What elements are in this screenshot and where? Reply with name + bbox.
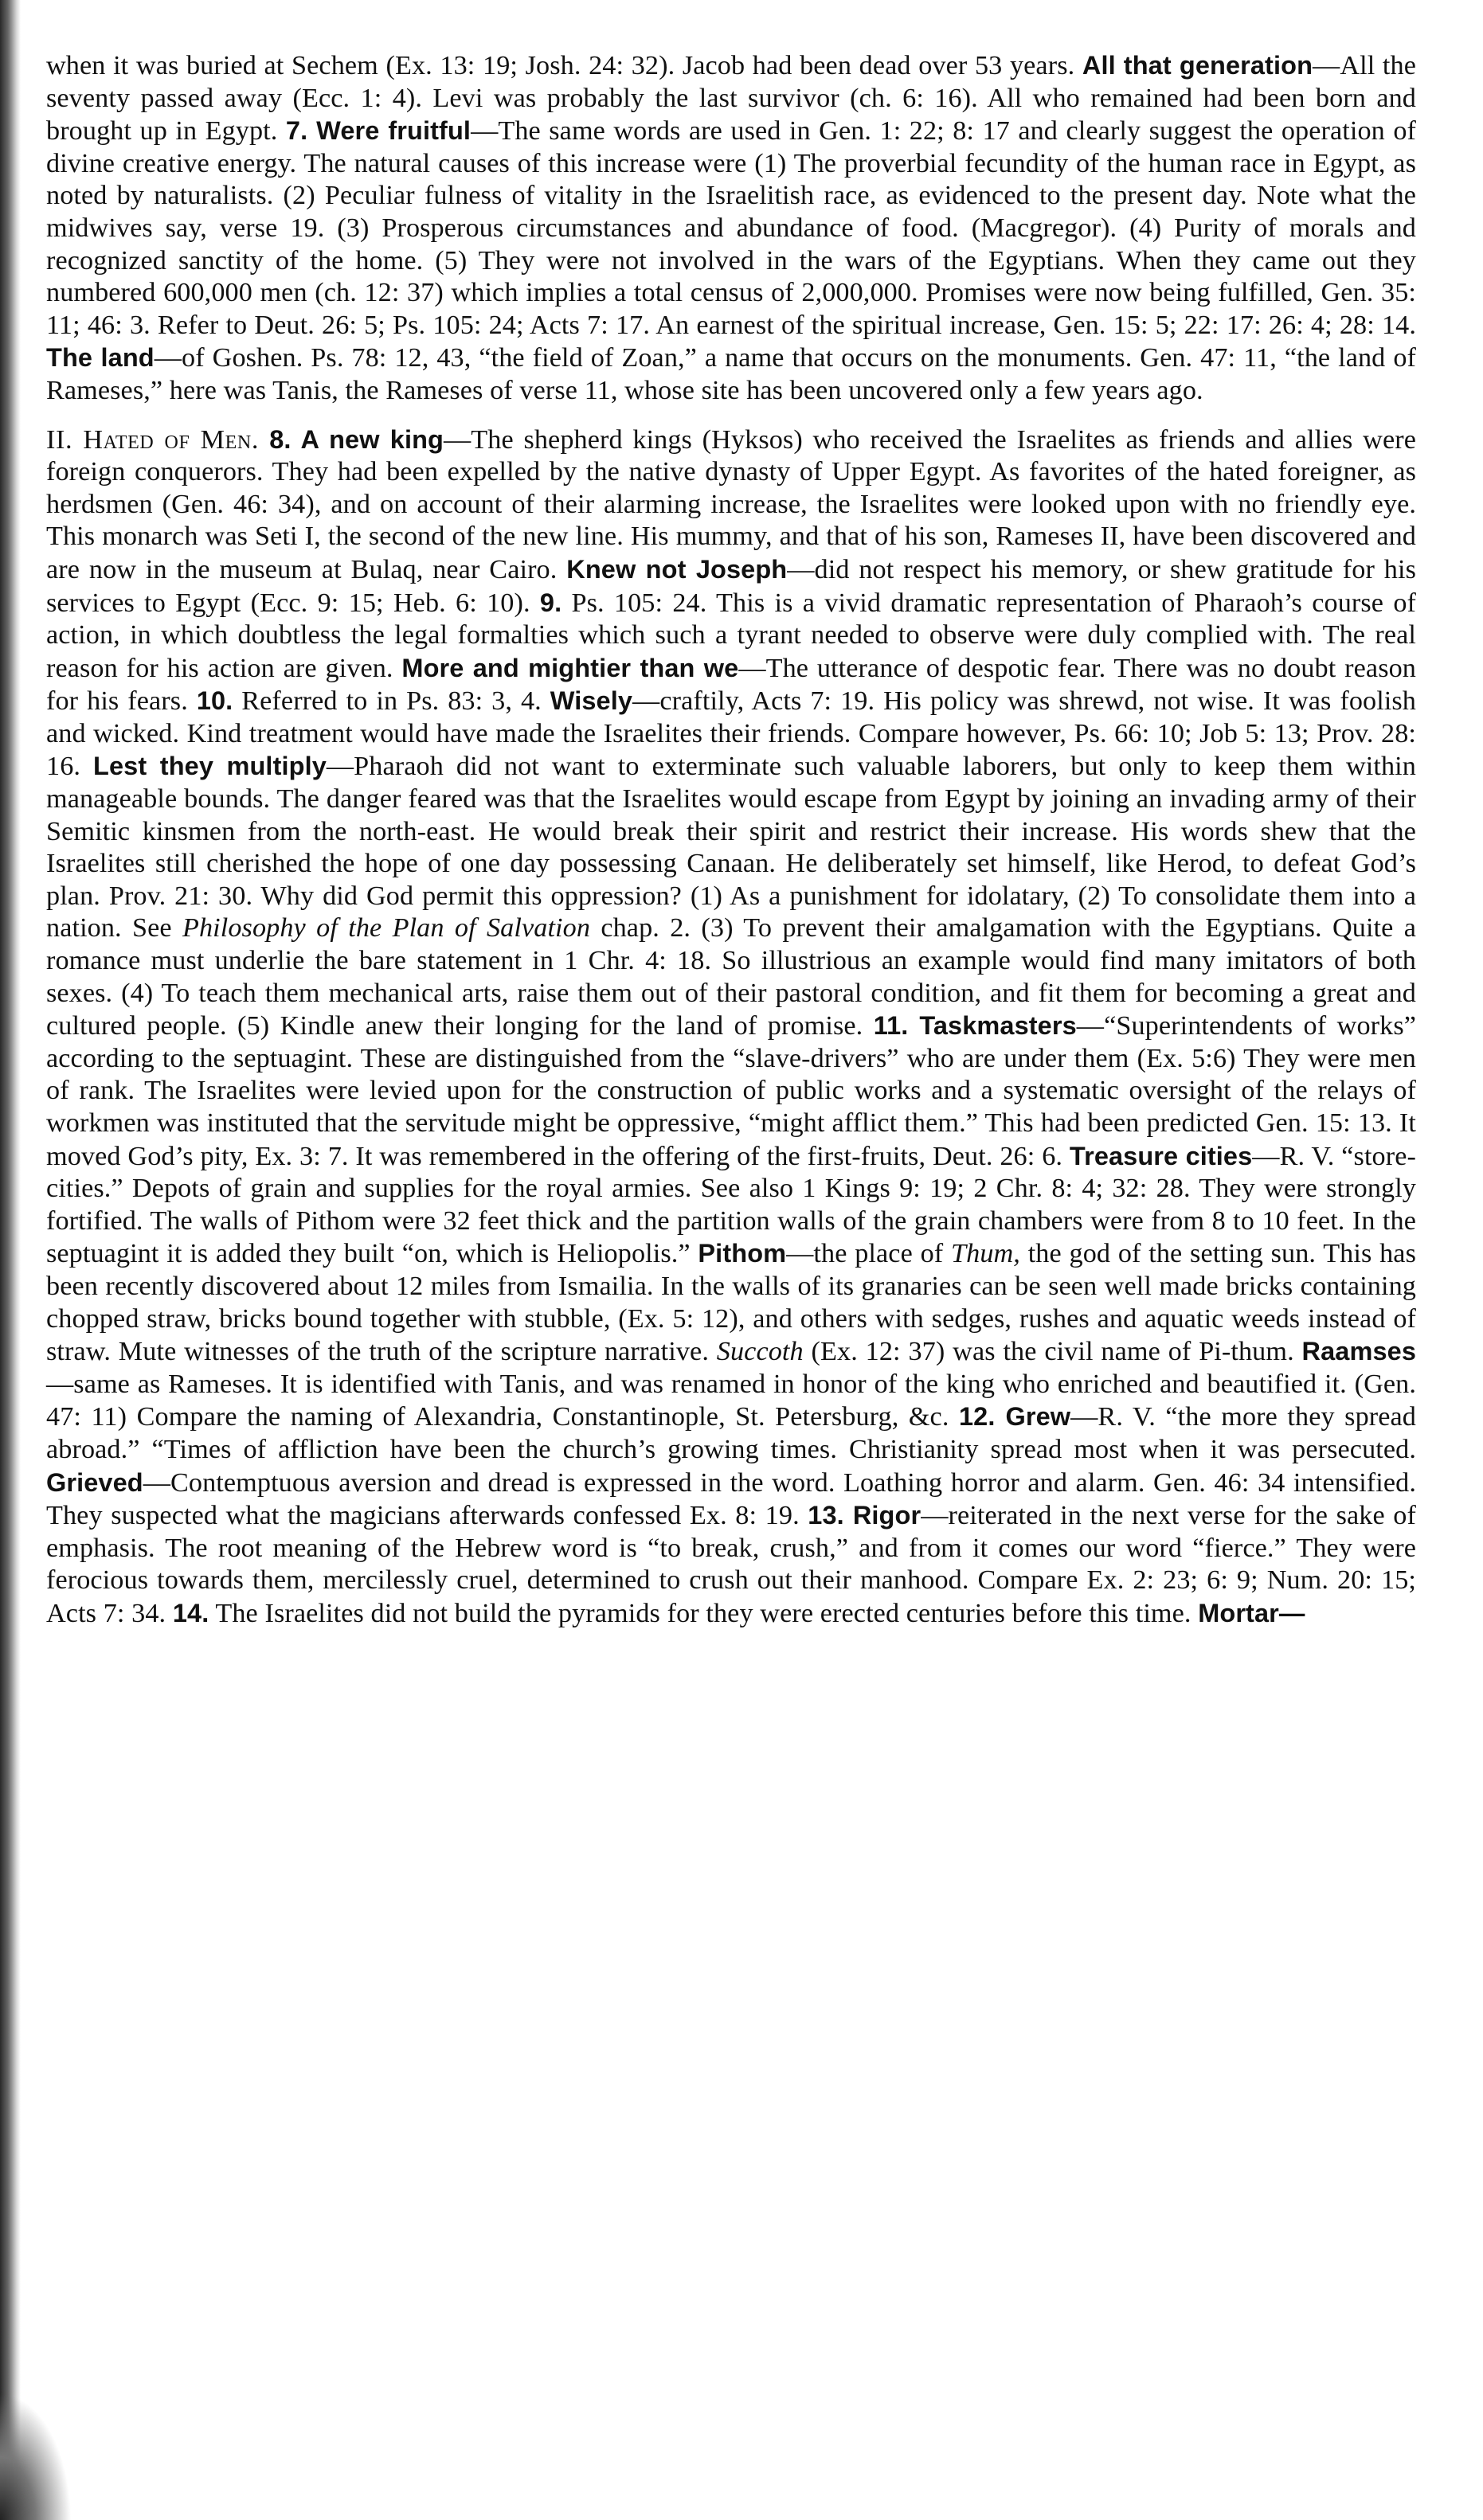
bold-lemma: Raamses	[1301, 1337, 1416, 1366]
bold-lemma: 8. A new king	[269, 424, 444, 454]
text-run: —The shepherd kings (Hyksos) who received the Israelites as friends and allies were foreign conquerors. They had been expelled by the native dynasty of Upper Egypt. As favorites of the hated foreigner, as herdsmen (Gen. 46: 34), and on account of their alarming increase, the Israelites were looked upon with no friendly eye. This monarch was Seti I, the second of the new line. His mummy, and that of his son, Rameses II, have been discovered and are now in the museum at Bulaq, near Cairo.	[46, 424, 1417, 584]
text-run: —did not respect his memory, or shew gratitude for his services to Egypt (Ecc. 9: 15; Heb. 6: 10).	[46, 554, 1416, 618]
text-run: —The utterance of despotic fear. There was no doubt reason for his fears.	[46, 653, 1416, 717]
text-run: —same as Rameses. It is identified with Tanis, and was renamed in honor of the king who enriched and beautified it. (Gen. 47: 11) Compare the naming of Alexandria, Constantinople, St. Petersburg, &c.	[46, 1369, 1416, 1432]
bold-lemma: 11. Taskmasters	[873, 1011, 1077, 1041]
text-run: —the place of	[786, 1239, 952, 1269]
bold-lemma: Knew not Joseph	[566, 554, 788, 584]
bold-lemma: Pithom	[698, 1239, 787, 1268]
bold-lemma: Mortar—	[1198, 1598, 1305, 1627]
bold-lemma: 7. Were fruitful	[285, 116, 472, 146]
text-run: —R. V. “store-cities.” Depots of grain and supplies for the royal armies. See also 1 Kings 9: 19; 2 Chr. 8: 4; 32: 28. They were strongly fortified. The walls of Pithom were 32 feet thick and the partition walls of the grain chambers were from 8 to 10 feet. In the septuagint it is added they built “on, which is Heliopolis.”	[46, 1141, 1416, 1269]
text-run: (Ex. 12: 37) was the civil name of Pi-thum.	[803, 1337, 1302, 1367]
text-run: —reiterated in the next verse for the sake of emphasis. The root meaning of the Hebrew word is “to break, crush,” and from it comes our word “fierce.” They were ferocious towards them, mercilessly cruel, determined to crush out their manhood. Compare Ex. 2: 23; 6: 9; Num. 20: 15; Acts 7: 34.	[46, 1501, 1416, 1628]
text-run: when it was buried at Sechem (Ex. 13: 19; Josh. 24: 32). Jacob had been dead over 53 years.	[46, 51, 1082, 80]
text-run: the god of the setting sun. This has been recently discovered about 12 miles from Ismailia. In the walls of its granaries can be seen well made bricks containing chopped straw, bricks bound together with stubble, (Ex. 5: 12), and others with sedges, rushes and aquatic weeds instead of straw. Mute witnesses of the truth of the scripture narrative.	[46, 1239, 1416, 1367]
text-run: —craftily, Acts 7: 19. His policy was shrewd, not wise. It was foolish and wicked. Kind treatment would have made the Israelites their friends. Compare however, Ps. 66: 10; Job 5: 13; Prov. 28: 16.	[46, 686, 1416, 782]
paragraph-verses-6-7	[46, 49, 1416, 408]
text-run: —All the seventy passed away (Ecc. 1: 4). Levi was probably the last survivor (ch. 6: 16). All who remained had been born and brought up in Egypt.	[46, 51, 1416, 147]
scan-corner-shadow	[0, 2393, 72, 2520]
bold-lemma: More and mightier than we	[401, 653, 739, 682]
bold-lemma: Lest they multiply	[93, 752, 327, 781]
commentary-text	[46, 49, 1416, 1631]
bold-lemma: 13. Rigor	[808, 1501, 921, 1530]
bold-lemma: Treasure cities	[1069, 1141, 1253, 1170]
text-run: —R. V. “the more they spread abroad.” “Times of affliction have been the church’s growing times. Christianity spread most when it was persecuted.	[46, 1402, 1416, 1464]
text-run: chap. 2. (3) To prevent their amalgamation with the Egyptians. Quite a romance must underlie the bare statement in 1 Chr. 4: 18. So illustrious an example would find many imitators of both sexes. (4) To teach them mechanical arts, raise them out of their pastoral condition, and fit them for becoming a great and cultured people. (5) Kindle anew their longing for the land of promise.	[46, 913, 1416, 1041]
italic-phrase: Succoth	[716, 1337, 804, 1367]
text-run: —“Superintendents of works” according to the septuagint. These are distinguished from the “slave-drivers” who are under them (Ex. 5:6) They were men of rank. The Israelites were levied upon for the construction of public works and a systematic oversight of the relays of workmen was instituted that the servitude might be oppressive, “might afflict them.” This had been predicted Gen. 15: 13. It moved God’s pity, Ex. 3: 7. It was remembered in the offering of the first-fruits, Deut. 26: 6.	[46, 1011, 1417, 1171]
italic-phrase: Thum,	[951, 1239, 1020, 1269]
text-run: Referred to in Ps. 83: 3, 4.	[233, 686, 550, 717]
text-run: —Contemptuous aversion and dread is expressed in the word. Loathing horror and alarm. Gen. 46: 34 intensified. They suspected what the magicians afterwards confessed Ex. 8: 19.	[46, 1467, 1416, 1531]
text-run: —of Goshen. Ps. 78: 12, 43, “the field of Zoan,” a name that occurs on the monuments. Gen. 47: 11, “the land of Rameses,” here was Tanis, the Rameses of verse 11, whose site has been uncovered only a few years ago.	[46, 343, 1417, 405]
bold-lemma: The land	[46, 343, 155, 373]
bold-lemma: Grieved	[46, 1467, 143, 1497]
bold-lemma: 10.	[196, 686, 233, 716]
text-run: —The same words are used in Gen. 1: 22; 8: 17 and clearly suggest the operation of divine creative energy. The natural causes of this increase were (1) The proverbial fecundity of the human race in Egypt, as noted by naturalists. (2) Peculiar fulness of vitality in the Israelitish race, as evidenced to the present day. Note what the midwives say, verse 19. (3) Prosperous circumstances and abundance of food. (Macgregor). (4) Purity of morals and recognized sanctity of the home. (5) They were not involved in the wars of the Egyptians. When they came out they numbered 600,000 men (ch. 12: 37) which implies a total census of 2,000,000. Promises were now being fulfilled, Gen. 35: 11; 46: 3. Refer to Deut. 26: 5; Ps. 105: 24; Acts 7: 17. An earnest of the spiritual increase, Gen. 15: 5; 22: 17: 26: 4; 28: 14.	[46, 116, 1417, 340]
italic-phrase: Philosophy of the Plan of Salvation	[182, 913, 591, 944]
text-run: The Israelites did not build the pyramids for they were erected centuries before this time.	[209, 1598, 1199, 1628]
section-heading: II. Hated of Men.	[46, 424, 270, 455]
bold-lemma: 9.	[539, 588, 562, 617]
text-run: Ps. 105: 24. This is a vivid dramatic representation of Pharaoh’s course of action, in which doubtless the legal formalties which such a tyrant needed to observe were duly complied with. The real reason for his action are given.	[46, 588, 1416, 683]
bold-lemma: Wisely	[550, 686, 633, 716]
bold-lemma: 12. Grew	[958, 1402, 1071, 1432]
bold-lemma: 14.	[172, 1598, 209, 1627]
bold-lemma: All that generation	[1082, 51, 1313, 80]
scan-edge-shadow	[0, 0, 21, 2520]
paragraph-hated-of-men	[46, 424, 1416, 1631]
text-run: —Pharaoh did not want to exterminate such valuable laborers, but only to keep them within manageable bounds. The danger feared was that the Israelites would escape from Egypt by joining an invading army of their Semitic kinsmen from the north-east. He would break their spirit and restrict their increase. His words shew that the Israelites still cherished the hope of one day possessing Canaan. He deliberately set himself, like Herod, to defeat God’s plan. Prov. 21: 30. Why did God permit this oppression? (1) As a punishment for idolatary, (2) To consolidate them into a nation. See	[46, 752, 1416, 944]
